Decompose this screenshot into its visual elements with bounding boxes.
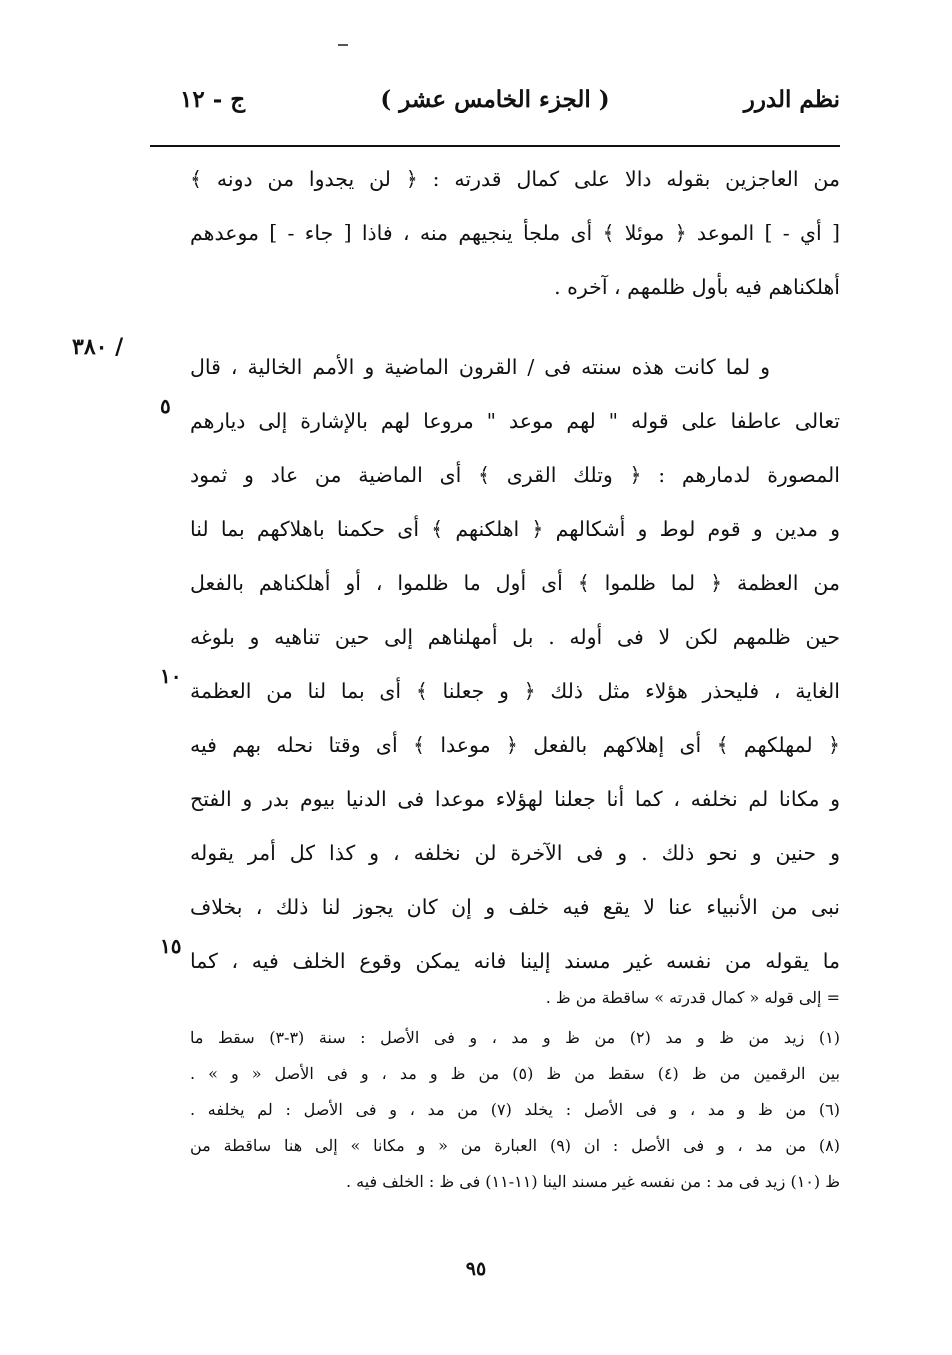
footnote-line: (١) زيد من ظ و مد (٢) من ظ و مد ، و فى الأصل : سنة (٣-٣) سقط ما — [190, 1028, 840, 1047]
running-header — [150, 86, 840, 130]
footnote-line: (٦) من ظ و مد ، و فى الأصل : يخلد (٧) من مد ، و فى الأصل : لم يخلفه . — [190, 1100, 840, 1119]
line-number: ١٥ — [160, 934, 182, 958]
text-line: و مدين و قوم لوط و أشكالهم ﴿ اهلكنهم ﴾ أى حكمنا باهلاكهم بما لنا — [190, 517, 840, 541]
footnote-line: ظ (١٠) زيد فى مد : من نفسه غير مسند الينا (١١-١١) فى ظ : الخلف فيه . — [345, 1172, 840, 1191]
footnote-line: (٨) من مد ، و فى الأصل : ان (٩) العبارة من « و مكانا » إلى هنا ساقطة من — [190, 1136, 840, 1155]
text-line: من العاجزين بقوله دالا على كمال قدرته : ﴿ لن يجدوا من دونه ﴾ — [190, 167, 840, 191]
footnote-line: بين الرقمين من ظ (٤) سقط من ظ (٥) من ظ و مد ، و فى الأصل « و » . — [190, 1064, 840, 1083]
text-line: نبى من الأنبياء عنا لا يقع فيه خلف و إن كان يجوز لنا ذلك ، بخلاف — [190, 895, 840, 919]
text-line: الغاية ، فليحذر هؤلاء مثل ذلك ﴿ و جعلنا ﴾ أى بما لنا من العظمة — [190, 679, 840, 703]
volume-ref: ج - ١٢ — [180, 86, 246, 113]
footnotes — [190, 980, 840, 1200]
text-line: و لما كانت هذه سنته فى / القرون الماضية و الأمم الخالية ، قال — [190, 355, 770, 379]
book-title: نظم الدرر — [743, 86, 840, 113]
text-line: حين ظلمهم لكن لا فى أوله . بل أمهلناهم إلى حين تناهيه و بلوغه — [190, 625, 840, 649]
text-line: المصورة لدمارهم : ﴿ وتلك القرى ﴾ أى الماضية من عاد و ثمود — [190, 463, 840, 487]
text-line: و حنين و نحو ذلك . و فى الآخرة لن نخلفه ، و كذا كل أمر يقوله — [190, 841, 840, 865]
main-text — [190, 152, 840, 988]
text-line: من العظمة ﴿ لما ظلموا ﴾ أى أول ما ظلموا ، أو أهلكناهم بالفعل — [190, 571, 840, 595]
line-number: ١٠ — [160, 664, 182, 688]
text-line: ﴿ لمهلكهم ﴾ أى إهلاكهم بالفعل ﴿ موعدا ﴾ أى وقتا نحله بهم فيه — [190, 733, 840, 757]
part-title: ( الجزء الخامس عشر ) — [380, 86, 610, 113]
text-line: ما يقوله من نفسه غير مسند إلينا فانه يمكن وقوع الخلف فيه ، كما — [190, 949, 840, 973]
text-line: تعالى عاطفا على قوله " لهم موعد " مروعا لهم بالإشارة إلى ديارهم — [190, 409, 840, 433]
footnote-line: = إلى قوله « كمال قدرته » ساقطة من ظ . — [545, 988, 840, 1007]
header-rule — [150, 145, 840, 147]
page-number: ٩٥ — [465, 1258, 487, 1280]
text-line: و مكانا لم نخلفه ، كما أنا جعلنا لهؤلاء موعدا فى الدنيا بيوم بدر و الفتح — [190, 787, 840, 811]
text-line: أهلكناهم فيه بأول ظلمهم ، آخره . — [554, 275, 840, 299]
scan-mark — [338, 44, 348, 46]
text-line: [ أي - ] الموعد ﴿ موئلا ﴾ أى ملجأ ينجيهم منه ، فاذا [ جاء - ] موعدهم — [190, 221, 840, 245]
manuscript-folio-ref: / ٣٨٠ — [72, 334, 124, 360]
line-number: ٥ — [160, 394, 171, 418]
